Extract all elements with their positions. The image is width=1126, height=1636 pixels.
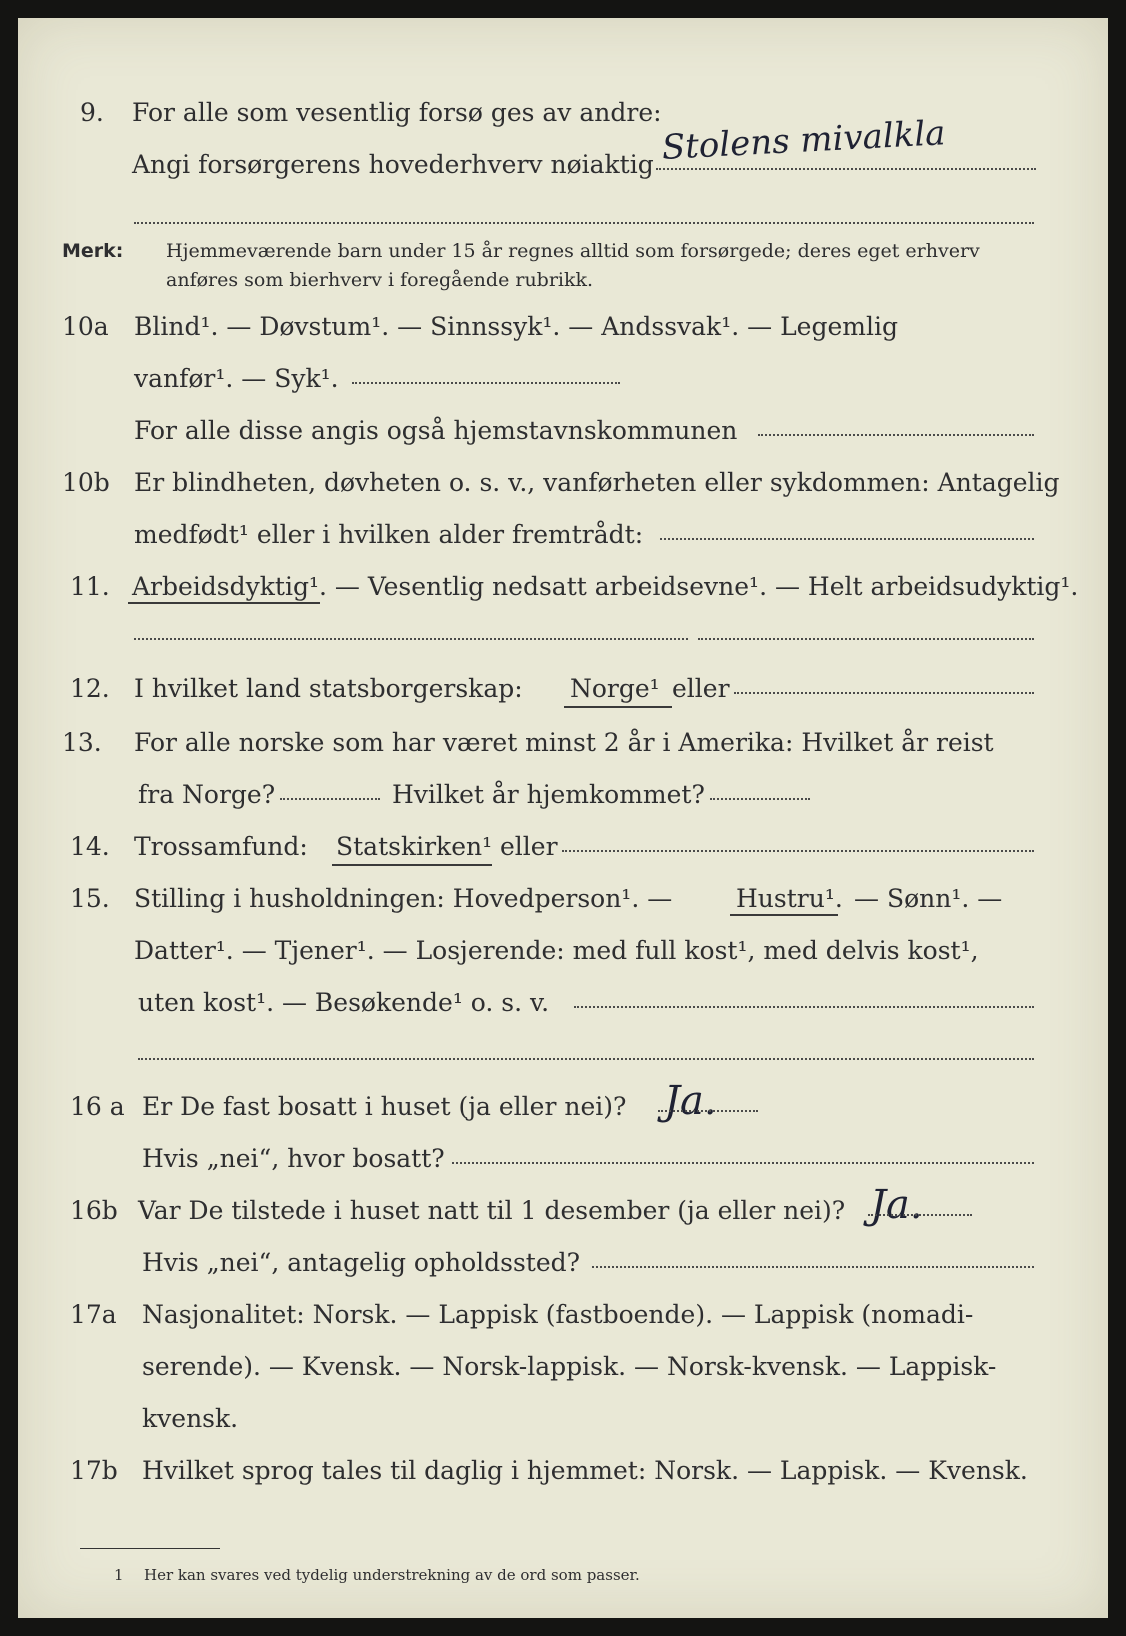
q14-option-statskirken: Statskirken¹: [336, 832, 493, 861]
q16b-answer-line: [868, 1214, 972, 1216]
q16a-handwritten-answer: Ja.: [664, 1078, 717, 1124]
q16a-answer-line: [658, 1110, 758, 1112]
q11-text: [132, 572, 1078, 602]
q15-line1a: Stilling i husholdningen: Hovedperson¹. —: [134, 884, 673, 913]
q9-line1: For alle som vesentlig forsø ges av andre:: [132, 98, 662, 127]
q12-option-norge: Norge¹: [570, 674, 660, 703]
q9-line2: Angi forsørgerens hovederhverv nøiaktig: [132, 150, 654, 179]
q10b-number: 10b: [62, 468, 110, 497]
q14-answer-line: [562, 850, 1034, 852]
q16a-line1: Er De fast bosatt i huset (ja eller nei)?: [142, 1092, 627, 1121]
q15-line2: Datter¹. — Tjener¹. — Losjerende: med full kost¹, med delvis kost¹,: [134, 936, 979, 965]
footnote-rule: [80, 1548, 220, 1549]
q12-suffix: eller: [672, 674, 730, 703]
q17b-number: 17b: [70, 1456, 118, 1485]
q10a-syk-line: [352, 382, 620, 384]
q14-underline-statskirken: [332, 864, 492, 866]
q16a-line2: Hvis „nei“, hvor bosatt?: [142, 1144, 445, 1173]
q11-line-a: [134, 638, 688, 640]
footnote-mark: 1: [114, 1566, 124, 1584]
census-form-page: [18, 18, 1108, 1618]
q10b-alder-line: [660, 538, 1034, 540]
q16b-handwritten-answer: Ja.: [870, 1182, 923, 1228]
q16b-opholdssted-line: [592, 1266, 1034, 1268]
q13-line2a: fra Norge?: [138, 780, 276, 809]
q14-suffix: eller: [500, 832, 558, 861]
q16b-number: 16b: [70, 1196, 118, 1225]
q10a-line2: vanfør¹. — Syk¹.: [134, 364, 339, 393]
q11-number: 11.: [70, 572, 110, 601]
q13-line2b: Hvilket år hjemkommet?: [392, 780, 705, 809]
q10a-line3: For alle disse angis også hjemstavnskommunen: [134, 416, 738, 445]
q12-number: 12.: [70, 674, 110, 703]
q9-answer-line: [656, 168, 1036, 170]
q10a-line1: Blind¹. — Døvstum¹. — Sinnssyk¹. — Andssvak¹. — Legemlig: [134, 312, 898, 341]
q15-line1b: — Sønn¹. —: [854, 884, 1003, 913]
q15-option-hustru: Hustru¹.: [736, 884, 843, 913]
q12-prefix: I hvilket land statsborgerskap:: [134, 674, 523, 703]
q9-extra-line: [134, 222, 1034, 224]
q15-line3: uten kost¹. — Besøkende¹ o. s. v.: [138, 988, 550, 1017]
q13-reist-line: [280, 798, 380, 800]
q15-number: 15.: [70, 884, 110, 913]
q12-answer-line: [734, 692, 1034, 694]
q10b-line1: Er blindheten, døvheten o. s. v., vanførheten eller sykdommen: Antagelig: [134, 468, 1060, 497]
q17a-line1: Nasjonalitet: Norsk. — Lappisk (fastboende). — Lappisk (nomadi-: [142, 1300, 974, 1329]
merk-line2: anføres som bierhverv i foregående rubrikk.: [166, 269, 594, 291]
q14-prefix: Trossamfund:: [134, 832, 308, 861]
q17a-line2: serende). — Kvensk. — Norsk-lappisk. — Norsk-kvensk. — Lappisk-: [142, 1352, 997, 1381]
q11-option-arbeidsdyktig: Arbeidsdyktig¹.: [132, 572, 327, 601]
q15-besokende-line: [574, 1006, 1034, 1008]
q9-handwritten-answer: Stolens mivalkla: [660, 113, 947, 168]
q11-rest: — Vesentlig nedsatt arbeidsevne¹. — Helt arbeidsudyktig¹.: [326, 572, 1079, 601]
q11-line-b: [698, 638, 1034, 640]
q10b-line2: medfødt¹ eller i hvilken alder fremtrådt:: [134, 520, 644, 549]
q16a-bosatt-line: [452, 1162, 1034, 1164]
q16a-number: 16 a: [70, 1092, 125, 1121]
q10a-kommune-line: [758, 434, 1034, 436]
q13-line1: For alle norske som har været minst 2 år i Amerika: Hvilket år reist: [134, 728, 994, 757]
q15-underline-hustru: [730, 914, 838, 916]
q15-extra-line: [138, 1058, 1034, 1060]
q16b-line2: Hvis „nei“, antagelig opholdssted?: [142, 1248, 581, 1277]
q16b-line1: Var De tilstede i huset natt til 1 desember (ja eller nei)?: [138, 1196, 846, 1225]
q14-number: 14.: [70, 832, 110, 861]
footnote-text: Her kan svares ved tydelig understrekning av de ord som passer.: [144, 1566, 640, 1584]
q9-number: 9.: [80, 98, 104, 127]
q17a-number: 17a: [70, 1300, 117, 1329]
merk-label: Merk:: [62, 240, 124, 262]
q12-underline-norge: [564, 706, 672, 708]
q13-hjemkommet-line: [710, 798, 810, 800]
q10a-number: 10a: [62, 312, 109, 341]
q17a-line3: kvensk.: [142, 1404, 239, 1433]
q13-number: 13.: [62, 728, 102, 757]
q17b-line1: Hvilket sprog tales til daglig i hjemmet: Norsk. — Lappisk. — Kvensk.: [142, 1456, 1028, 1485]
merk-line1: Hjemmeværende barn under 15 år regnes alltid som forsørgede; deres eget erhverv: [166, 240, 980, 262]
q11-underline-arbeidsdyktig: [128, 602, 320, 604]
